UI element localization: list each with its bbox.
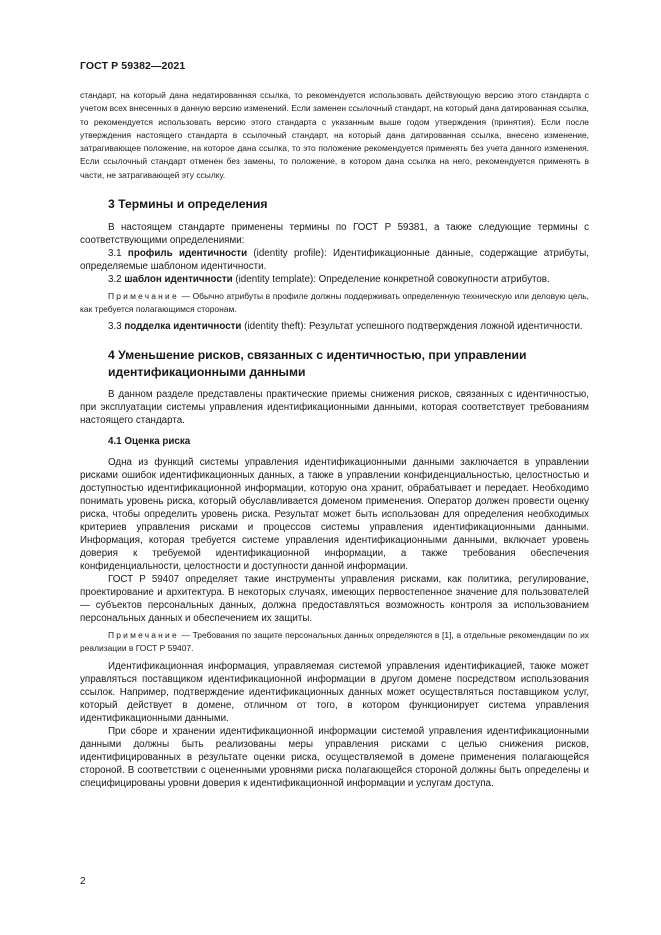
- subsection-4-1-title: 4.1 Оценка риска: [108, 436, 191, 448]
- term-3-2-num: 3.2: [108, 273, 125, 285]
- subsection-4-1-paragraph-3: Идентификационная информация, управляемая системой управления идентификацией, также может управляться поставщиком идентификационной информации в другом домене посредством использования ссылок. Например, подтверждение идентификационных данных может осуществляться поставщиком услуг, который действует в домене, отличном от того, в котором функционирует система управления идентификационными данными.: [80, 660, 589, 724]
- term-3-3-num: 3.3: [108, 321, 125, 333]
- subsection-4-1-paragraph-1: Одна из функций системы управления идентификационными данными заключается в управлении рисками ошибок идентификационных данных, а также в управлении конфиденциальностью, целостностью и доступностью идентификационной информации, которую она хранит, обрабатывает и передает. Необходимо понимать уровень риска, который обуславливается доменом применения. Оператор должен провести оценку риска, чтобы определить уровень риска. Результат может быть использован для определения необходимых критериев управления рисками и процессов системы управления идентификационными данными. Информация, которая требуется системе управления идентификационными данными, включает уровень доверия к требуемой идентификационной информации, а также требования обеспечения конфиденциальности, целостности и доступности данной информации.: [80, 457, 589, 573]
- term-3-3-def: (identity theft): Результат успешного подтверждения ложной идентичности.: [241, 321, 583, 333]
- section-4-intro: В данном разделе представлены практические приемы снижения рисков, связанных с идентичностью, при эксплуатации системы управления идентификационными данными, которая соответствует требованиям настоящего стандарта.: [80, 389, 589, 427]
- subsection-4-1-paragraph-2: ГОСТ Р 59407 определяет такие инструменты управления рисками, как политика, регулирование, проектирование и архитектура. В некоторых случаях, имеющих первостепенное значение для пользователей — субъектов персональных данных, должна предоставляться возможность контроля за использованием персональных данных и обеспечением их защиты.: [80, 574, 589, 625]
- term-3-2: [80, 273, 589, 286]
- term-3-1-num: 3.1: [108, 247, 128, 259]
- document-body: [80, 89, 589, 790]
- term-3-3-term: подделка идентичности: [124, 321, 242, 333]
- intro-paragraph: стандарт, на который дана недатированная ссылка, то рекомендуется использовать действующую версию этого стандарта с учетом всех внесенных в данную версию изменений. Если заменен ссылочный стандарт, на который дана датированная ссылка, то рекомендуется использовать версию этого стандарта с указанным выше годом утверждения (принятия). Если после утверждения настоящего стандарта в ссылочный стандарт, на который дана датированная ссылка, внесено изменение, затрагивающее положение, на которое дана ссылка, то это положение рекомендуется применять без учета данного изменения. Если ссылочный стандарт отменен без замены, то положение, в котором дана ссылка на него, рекомендуется применять в части, не затрагивающей эту ссылку.: [80, 90, 589, 180]
- term-3-1: [80, 247, 589, 273]
- note-text: — Обычно атрибуты в профиле должны поддерживать определенную техническую или деловую цель, как требуется полагающимся сторонам.: [80, 290, 589, 314]
- section-3-note: [80, 290, 589, 317]
- term-3-2-def: (identity template): Определение конкретной совокупности атрибутов.: [232, 273, 550, 285]
- note-label: Примечание: [108, 290, 179, 301]
- subsection-4-1-note: [80, 629, 589, 656]
- term-3-3: [80, 320, 589, 333]
- term-3-1-def: (identity profile): Идентификационные данные, содержащие атрибуты, определяемые шаблоном идентичности.: [80, 247, 589, 272]
- term-3-1-term: профиль идентичности: [127, 247, 248, 259]
- term-3-2-term: шаблон идентичности: [124, 273, 233, 285]
- subsection-4-1-paragraph-4: При сборе и хранении идентификационной информации системой управления идентификационными данными должны быть реализованы меры управления рисками с целью снижения рисков, идентифицированных в результате оценки риска, осуществляемой в домене применения полагающейся стороной. В соответствии с оцененными уровнями риска полагающейся стороной должны быть определены и специфицированы уровни доверия к идентификационной информации и услугам доступа.: [80, 725, 589, 789]
- note-text: — Требования по защите персональных данных определяются в [1], а отдельные рекомендации по их реализации в ГОСТ Р 59407.: [80, 630, 589, 654]
- section-3-title: 3 Термины и определения: [108, 197, 268, 212]
- page-number: 2: [80, 876, 86, 887]
- note-label: Примечание: [108, 630, 179, 641]
- section-3-intro: В настоящем стандарте применены термины по ГОСТ Р 59381, а также следующие термины с соответствующими определениями:: [80, 221, 589, 246]
- section-4-title: 4 Уменьшение рисков, связанных с идентичностью, при управлении идентификационными данными: [108, 348, 527, 379]
- document-header: ГОСТ Р 59382—2021: [80, 60, 186, 72]
